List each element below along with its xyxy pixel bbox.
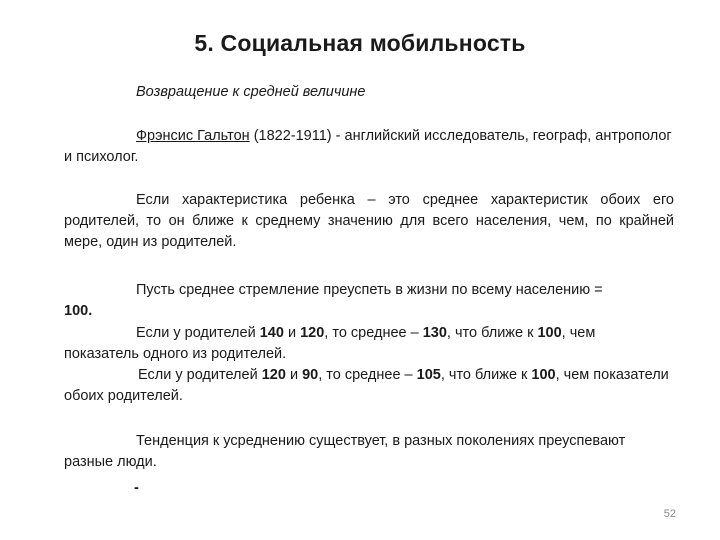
galton-paragraph — [64, 126, 674, 168]
slide-title: 5. Социальная мобильность — [194, 30, 526, 56]
galton-description: - английский исследователь, географ, антрополог и психолог. — [64, 128, 672, 165]
parent-average-paragraph: Если характеристика ребенка – это среднее характеристик обоих его родителей, то он ближе к среднему значению для всего населения, чем, по крайней мере, один из родителей. — [64, 192, 674, 250]
galton-name: Фрэнсис Гальтон — [136, 128, 250, 144]
bullet-dash: - — [134, 480, 139, 496]
galton-dates: (1822-1911) — [253, 128, 332, 144]
assumption-text: Пусть среднее стремление преуспеть в жизни по всему населению = — [136, 282, 603, 298]
assumption-value: 100. — [64, 303, 93, 319]
page-number: 52 — [663, 508, 676, 520]
tendency-paragraph: Тенденция к усреднению существует, в разных поколениях преуспевают разные люди. — [64, 433, 626, 470]
example-one: Если у родителей 140 и 120, то среднее – 130, что ближе к 100, чем показатель одного из родителей. — [64, 325, 596, 362]
example-two: Если у родителей 120 и 90, то среднее – 105, что ближе к 100, чем показатели обоих родителей. — [64, 367, 669, 404]
slide-subtitle: Возвращение к средней величине — [136, 84, 366, 100]
